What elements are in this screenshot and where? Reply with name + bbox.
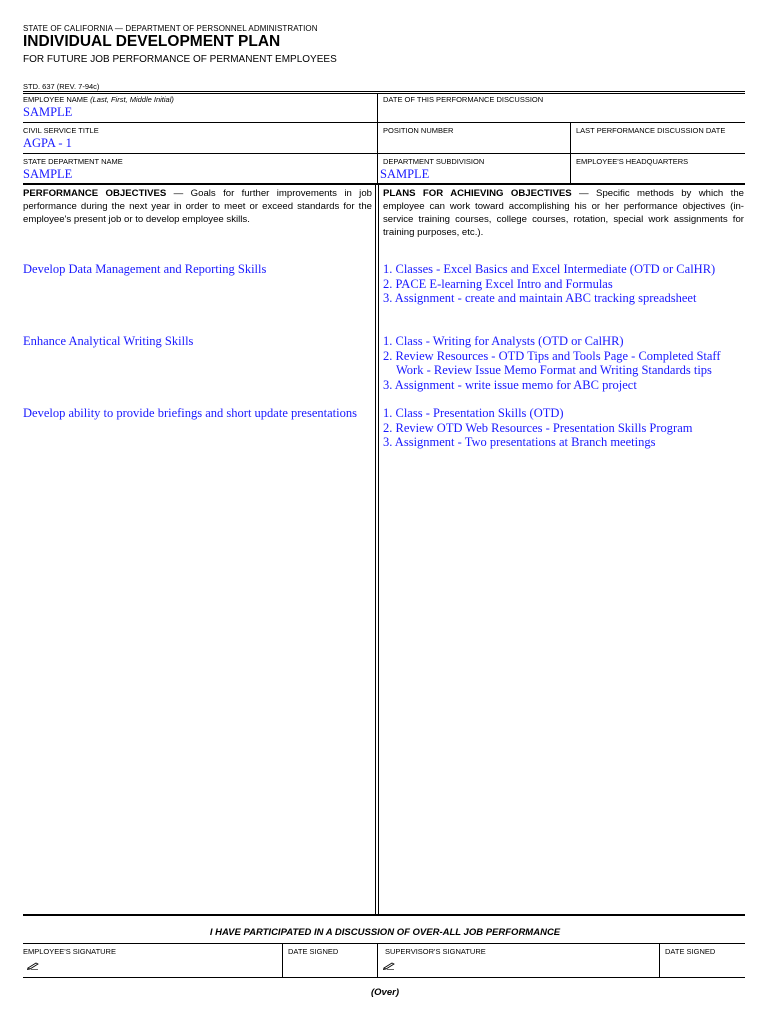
divider <box>377 94 378 122</box>
column-divider <box>375 184 376 915</box>
plan-list-2[interactable] <box>383 334 721 392</box>
objective-1[interactable]: Develop Data Management and Reporting Skills <box>23 262 267 276</box>
supervisor-date-field[interactable] <box>665 956 744 976</box>
objectives-header: PERFORMANCE OBJECTIVES — Goals for further improvements in job performance during the next year in order to meet or exceed standards for the employee's present job or to develop employee skills. <box>23 188 372 225</box>
position-number-field[interactable] <box>383 135 568 151</box>
civil-service-title-label: CIVIL SERVICE TITLE <box>23 126 99 135</box>
bottom-rule <box>23 914 745 916</box>
plan-item: 3. Assignment - write issue memo for ABC project <box>383 377 637 392</box>
position-number-label: POSITION NUMBER <box>383 126 454 135</box>
form-number: STD. 637 (REV. 7-94c) <box>23 82 100 91</box>
pen-icon <box>383 961 395 970</box>
headquarters-label: EMPLOYEE'S HEADQUARTERS <box>576 157 689 166</box>
row-rule <box>23 153 745 154</box>
final-rule <box>23 977 745 978</box>
form-title: INDIVIDUAL DEVELOPMENT PLAN <box>23 33 281 50</box>
employee-signature-label: EMPLOYEE'S SIGNATURE <box>23 947 116 956</box>
department-label: STATE DEPARTMENT NAME <box>23 157 123 166</box>
top-rule-2 <box>23 93 745 94</box>
divider <box>377 943 378 977</box>
discussion-date-label: DATE OF THIS PERFORMANCE DISCUSSION <box>383 95 544 104</box>
pen-icon <box>27 961 39 970</box>
participation-statement: I HAVE PARTICIPATED IN A DISCUSSION OF OVER-ALL JOB PERFORMANCE <box>209 927 561 938</box>
plan-item: 2. Review Resources - OTD Tips and Tools Page - Completed Staff <box>383 348 721 363</box>
divider <box>659 943 660 977</box>
employee-name-field[interactable]: SAMPLE <box>23 105 73 119</box>
last-discussion-date-field[interactable] <box>576 135 744 151</box>
plan-item: 3. Assignment - Two presentations at Branch meetings <box>383 435 656 450</box>
employee-signature-field[interactable] <box>23 956 278 976</box>
divider <box>570 122 571 153</box>
signature-rule <box>23 943 745 944</box>
plan-item: 1. Class - Presentation Skills (OTD) <box>383 406 564 420</box>
divider <box>282 943 283 977</box>
row-rule <box>23 122 745 123</box>
divider <box>377 153 378 184</box>
employee-name-label: EMPLOYEE NAME (Last, First, Middle Initial) <box>23 95 174 104</box>
plan-item: 1. Class - Writing for Analysts (OTD or CalHR) <box>383 334 624 348</box>
agency-name: STATE OF CALIFORNIA — DEPARTMENT OF PERSONNEL ADMINISTRATION <box>23 24 318 33</box>
employee-name-hint: (Last, First, Middle Initial) <box>90 95 174 104</box>
supervisor-date-label: DATE SIGNED <box>665 947 716 956</box>
plan-item: 3. Assignment - create and maintain ABC tracking spreadsheet <box>383 291 697 306</box>
divider <box>570 153 571 184</box>
top-rule <box>23 91 745 92</box>
plan-item: 1. Classes - Excel Basics and Excel Intermediate (OTD or CalHR) <box>383 262 716 276</box>
over-note: (Over) <box>371 987 399 998</box>
divider <box>377 122 378 153</box>
plan-item: 2. PACE E-learning Excel Intro and Formulas <box>383 276 613 291</box>
column-divider-2 <box>378 184 379 915</box>
last-discussion-date-label: LAST PERFORMANCE DISCUSSION DATE <box>576 126 726 135</box>
supervisor-signature-label: SUPERVISOR'S SIGNATURE <box>385 947 486 956</box>
plan-list-1[interactable] <box>383 262 715 306</box>
plan-item-continuation: Work - Review Issue Memo Format and Writing Standards tips <box>396 363 712 378</box>
discussion-date-field[interactable] <box>383 104 743 120</box>
employee-date-field[interactable] <box>288 956 374 976</box>
department-field[interactable]: SAMPLE <box>23 167 73 181</box>
employee-date-label: DATE SIGNED <box>288 947 339 956</box>
form-subtitle: FOR FUTURE JOB PERFORMANCE OF PERMANENT EMPLOYEES <box>23 54 337 65</box>
subdivision-label: DEPARTMENT SUBDIVISION <box>383 157 485 166</box>
objective-3[interactable]: Develop ability to provide briefings and short update presentations <box>23 406 357 420</box>
objective-2[interactable]: Enhance Analytical Writing Skills <box>23 334 194 348</box>
supervisor-signature-field[interactable] <box>383 956 658 976</box>
section-rule <box>23 183 745 185</box>
plans-header: PLANS FOR ACHIEVING OBJECTIVES — Specific methods by which the employee can work toward accomplishing his or her performance objectives (in-service training courses, college courses, rotation, special work assignments for training purposes, etc.). <box>383 188 744 238</box>
civil-service-title-field[interactable]: AGPA - 1 <box>23 136 72 150</box>
plan-item: 2. Review OTD Web Resources - Presentation Skills Program <box>383 420 693 435</box>
plan-list-3[interactable] <box>383 406 692 450</box>
subdivision-field[interactable]: SAMPLE <box>380 167 430 181</box>
headquarters-field[interactable] <box>576 166 744 182</box>
